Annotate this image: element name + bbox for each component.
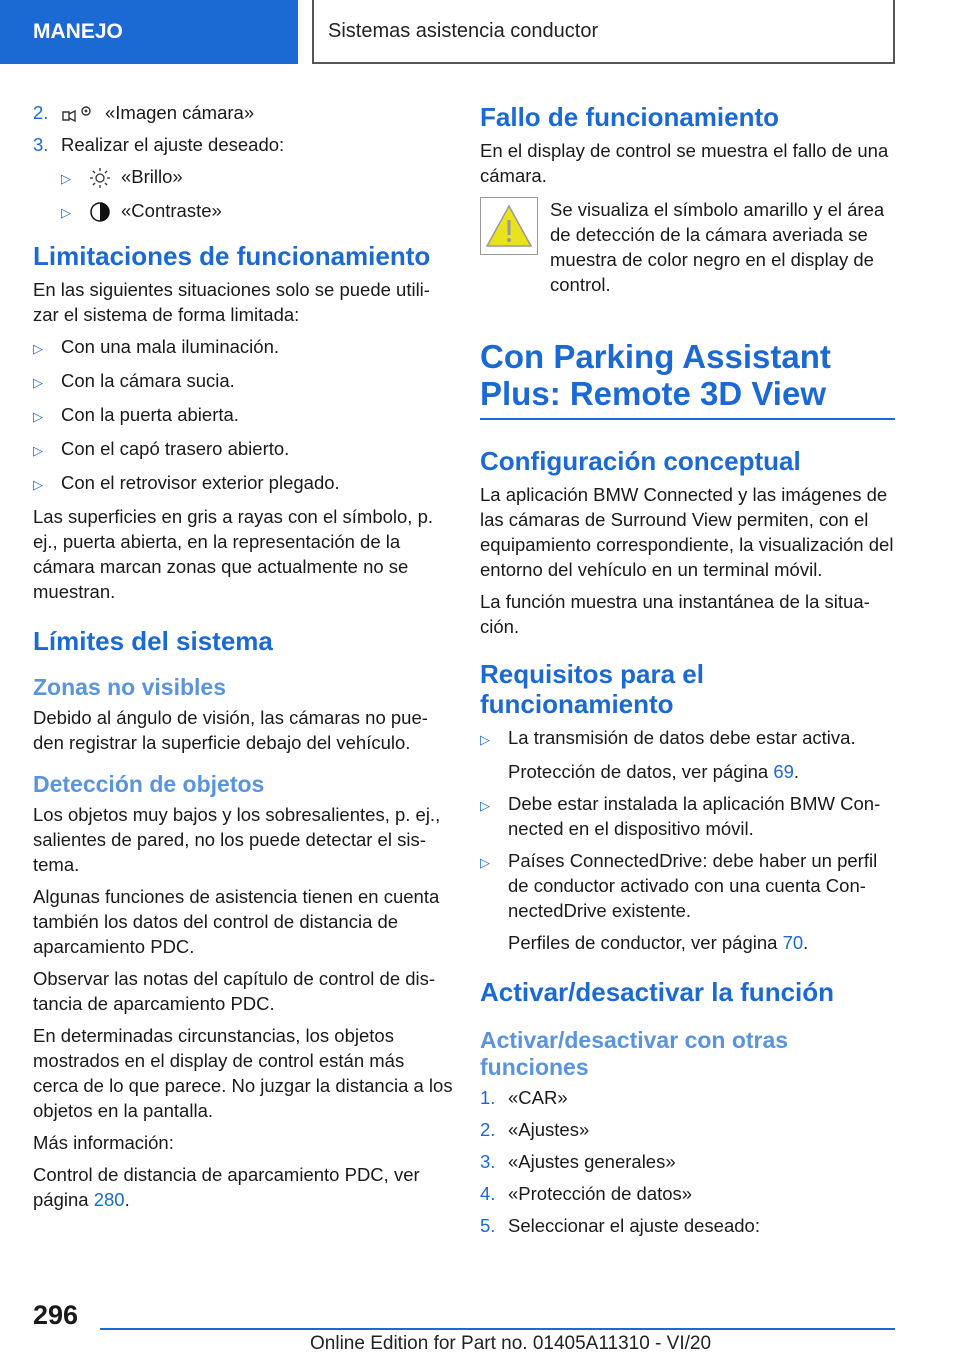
list-item [33, 334, 453, 361]
footer-divider [100, 1328, 895, 1330]
step-text: «Imagen cámara» [105, 102, 255, 123]
paragraph-text: Control de distancia de aparcamiento PDC, ver página [33, 1164, 420, 1210]
bullet-triangle-icon: ▷ [33, 409, 43, 424]
list-item [33, 436, 453, 463]
camera-settings-icon [61, 104, 95, 124]
paragraph: Debido al ángulo de visión, las cámaras no pue-den registrar la superficie debajo del vehículo. [33, 707, 428, 753]
step-number: 5. [480, 1215, 496, 1236]
left-column [33, 100, 453, 1219]
list-item [480, 791, 895, 841]
step-text: «Protección de datos» [508, 1183, 693, 1204]
list-item [480, 1085, 895, 1110]
step-number: 3. [33, 134, 49, 155]
paragraph-text: Protección de datos, ver página [508, 761, 769, 782]
paragraph [480, 759, 895, 784]
sub-item-text: «Contraste» [121, 200, 222, 221]
bullet-triangle-icon: ▷ [480, 855, 490, 870]
bullet-text: Con una mala iluminación. [61, 336, 280, 357]
step-number: 2. [480, 1119, 496, 1140]
paragraph: En determinadas circunstancias, los objetos mostrados en el display de control están más cerca de lo que parece. No juzgar la distancia a los objetos en la pantalla. [33, 1025, 453, 1121]
page-link[interactable]: 69 [773, 761, 794, 782]
heading-configuracion: Configuración conceptual [480, 446, 801, 476]
step-number: 2. [33, 102, 49, 123]
sub-item-text: «Brillo» [121, 166, 183, 187]
heading-limitaciones: Limitaciones de funcionamiento [33, 241, 431, 271]
paragraph [33, 1162, 453, 1212]
bullet-text: Con el capó trasero abierto. [61, 438, 290, 459]
page-link[interactable]: 70 [782, 932, 804, 953]
step-text: «Ajustes generales» [508, 1151, 676, 1172]
list-item [33, 198, 453, 225]
paragraph-text: Perfiles de conductor, ver página [508, 932, 778, 953]
list-item [480, 725, 895, 752]
list-item [33, 100, 453, 125]
step-text: Realizar el ajuste deseado: [61, 134, 285, 155]
paragraph: La función muestra una instantánea de la situa-ción. [480, 591, 870, 637]
list-item [480, 1213, 895, 1238]
bullet-text: Con la puerta abierta. [61, 404, 239, 425]
punctuation: . [803, 932, 809, 953]
list-item [480, 1181, 895, 1206]
bullet-triangle-icon: ▷ [33, 443, 43, 458]
heading-fallo: Fallo de funcionamiento [480, 102, 780, 132]
heading-zonas: Zonas no visibles [33, 674, 226, 700]
list-item [480, 848, 895, 923]
paragraph: En las siguientes situaciones solo se puede utili-zar el sistema de forma limitada: [33, 279, 430, 325]
heading-limites: Límites del sistema [33, 626, 273, 656]
list-item [33, 368, 453, 395]
heading-parking-assistant: Con Parking Assistant Plus: Remote 3D View [480, 338, 895, 420]
punctuation: . [124, 1189, 130, 1210]
bullet-text: Con la cámara sucia. [61, 370, 235, 391]
bullet-triangle-icon: ▷ [61, 205, 71, 220]
step-number: 1. [480, 1087, 496, 1108]
paragraph: Observar las notas del capítulo de control de dis-tancia de aparcamiento PDC. [33, 968, 436, 1014]
header-section [0, 0, 298, 64]
list-item [33, 164, 453, 191]
warning-icon [480, 197, 538, 255]
paragraph: Más información: [33, 1132, 174, 1153]
heading-activar: Activar/desactivar la función [480, 977, 835, 1007]
page-number: 296 [33, 1300, 79, 1330]
list-item [33, 402, 453, 429]
bullet-triangle-icon: ▷ [480, 798, 490, 813]
bullet-text: La transmisión de datos debe estar activa. [508, 727, 856, 748]
list-item [480, 1117, 895, 1142]
list-item [33, 132, 453, 157]
contrast-icon [89, 201, 111, 223]
header-chapter [312, 0, 895, 64]
step-number: 4. [480, 1183, 496, 1204]
heading-deteccion: Detección de objetos [33, 771, 265, 797]
bullet-triangle-icon: ▷ [480, 732, 490, 747]
header-chapter-label: Sistemas asistencia conductor [328, 19, 599, 42]
paragraph: Se visualiza el símbolo amarillo y el área de detección de la cámara averiada se muestra de color negro en el display de control. [550, 199, 885, 295]
bullet-triangle-icon: ▷ [33, 375, 43, 390]
bullet-text: Países ConnectedDrive: debe haber un perfil de conductor activado con una cuenta Con-nectedDrive existente. [508, 850, 878, 921]
header-section-label: MANEJO [33, 20, 123, 43]
page-link[interactable]: 280 [93, 1189, 125, 1210]
paragraph: En el display de control se muestra el fallo de una cámara. [480, 140, 889, 186]
warning-block [480, 195, 895, 304]
step-text: Seleccionar el ajuste deseado: [508, 1215, 760, 1236]
paragraph [480, 930, 895, 955]
paragraph: Algunas funciones de asistencia tienen en cuenta también los datos del control de distancia de aparcamiento PDC. [33, 886, 440, 957]
bullet-text: Debe estar instalada la aplicación BMW Con-nected en el dispositivo móvil. [508, 793, 881, 839]
list-item [480, 1149, 895, 1174]
footer-edition: Online Edition for Part no. 01405A11310 - VI/20 [310, 1333, 712, 1354]
brightness-icon [89, 167, 111, 189]
bullet-text: Con el retrovisor exterior plegado. [61, 472, 340, 493]
paragraph: Los objetos muy bajos y los sobresalientes, p. ej., salientes de pared, no los puede detectar el sis-tema. [33, 804, 441, 875]
bullet-triangle-icon: ▷ [33, 341, 43, 356]
step-number: 3. [480, 1151, 496, 1172]
bullet-triangle-icon: ▷ [61, 171, 71, 186]
step-text: «Ajustes» [508, 1119, 590, 1140]
bullet-triangle-icon: ▷ [33, 477, 43, 492]
paragraph: La aplicación BMW Connected y las imágenes de las cámaras de Surround View permiten, con el equipamiento correspondiente, la visualización del entorno del vehículo en un terminal móvil. [480, 484, 894, 580]
paragraph: Las superficies en gris a rayas con el símbolo, p. ej., puerta abierta, en la representación de la cámara marcan zonas que actualmente no se muestran. [33, 506, 433, 602]
heading-requisitos: Requisitos para el funcionamiento [480, 659, 704, 719]
list-item [33, 470, 453, 497]
punctuation: . [793, 761, 800, 782]
step-text: «CAR» [508, 1087, 568, 1108]
right-column [480, 100, 895, 1245]
heading-activar-sub: Activar/desactivar con otras funciones [480, 1027, 789, 1080]
